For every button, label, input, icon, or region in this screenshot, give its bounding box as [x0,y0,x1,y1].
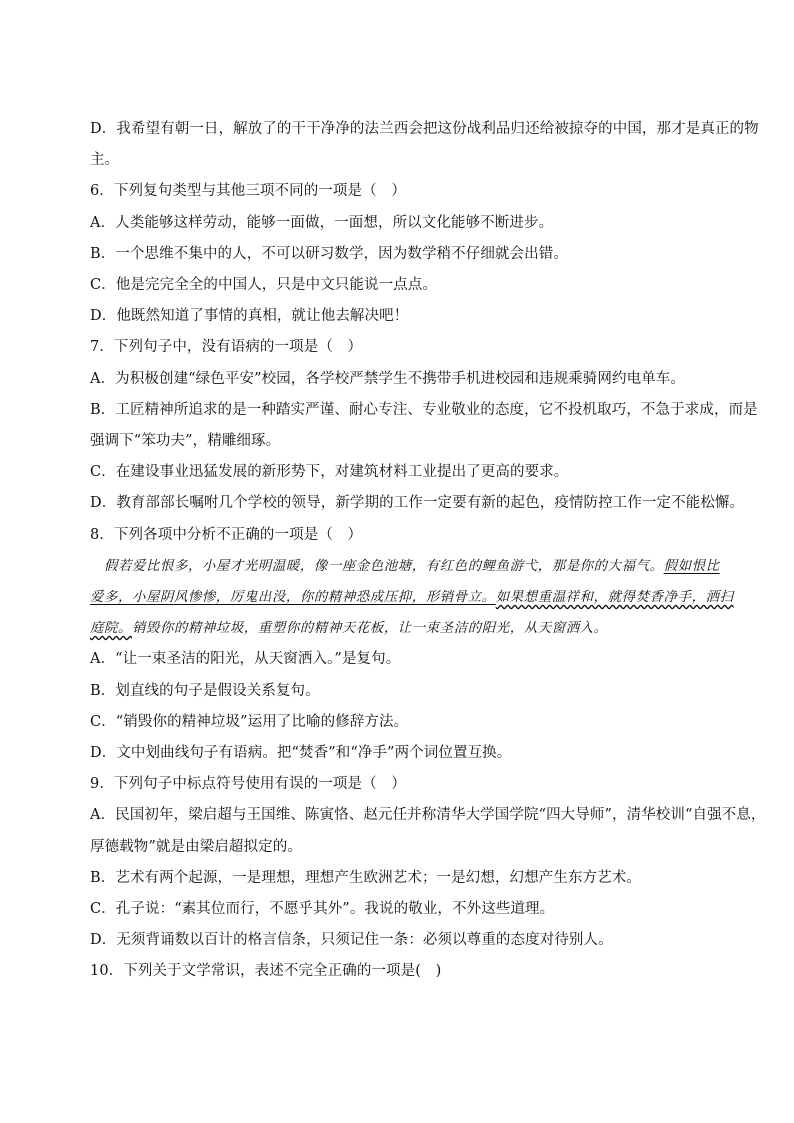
question-6-stem: 6．下列复句类型与其他三项不同的一项是（ ） [90,183,406,200]
q7-option-b-line2: 强调下“笨功夫”，精雕细琢。 [90,433,281,450]
q6-option-b: B．一个思维不集中的人，不可以研习数学，因为数学稍不仔细就会出错。 [90,245,568,262]
question-7-stem: 7．下列句子中，没有语病的一项是（ ） [90,339,363,356]
passage-plain-text-end: 销毁你的精神垃圾，重塑你的精神天花板，让一束圣洁的阳光，从天窗洒入。 [131,621,608,637]
exam-page [90,114,766,988]
q6-option-d: D．他既然知道了事情的真相，就让他去解决吧！ [90,308,409,325]
q9-option-a-line2: 厚德载物”就是由梁启超拟定的。 [90,838,302,855]
wavy-underlined-sentence-part2: 庭院。 [90,621,132,637]
q7-option-d: D．教育部部长嘱咐几个学校的领导，新学期的工作一定要有新的起色，疫情防控工作一定不能松懈。 [90,495,745,512]
q8-option-c: C．“销毁你的精神垃圾”运用了比喻的修辞方法。 [90,713,409,730]
passage-line-1 [90,551,730,582]
question-9-stem: 9．下列句子中标点符号使用有误的一项是（ ） [90,776,406,793]
q9-option-d: D．无须背诵数以百计的格言信条，只须记住一条：必须以尊重的态度对待别人。 [90,932,613,949]
q8-option-d: D．文中划曲线句子有语病。把“焚香”和“净手”两个词位置互换。 [90,745,512,762]
passage-line-2 [90,582,734,613]
q8-option-b: B．划直线的句子是假设关系复句。 [90,682,320,699]
q6-option-a: A．人类能够这样劳动，能够一面做，一面想，所以文化能够不断进步。 [90,214,554,231]
q5-option-d-line2: 主。 [90,152,120,169]
q8-passage [90,551,734,645]
q5-option-d-line1: D．我希望有朝一日，解放了的干干净净的法兰西会把这份战利品归还给被掠夺的中国，那才是真正的物 [90,121,759,137]
q7-option-a: A．为积极创建“绿色平安”校园，各学校严禁学生不携带手机进校园和违规乘骑网约电单车。 [90,370,685,387]
passage-plain-text: 假若爱比恨多，小屋才光明温暖，像一座金色池塘，有红色的鲤鱼游弋，那是你的大福气。 [104,558,664,574]
question-8-stem: 8．下列各项中分析不正确的一项是（ ） [90,526,363,543]
q8-option-a: A．“让一束圣洁的阳光，从天窗洒入。”是复句。 [90,651,401,668]
straight-underlined-sentence-part2: 爱多，小屋阴风惨惨，厉鬼出没，你的精神恐成压抑，形销骨立。 [90,590,496,606]
straight-underlined-sentence-part1: 假如恨比 [663,558,720,574]
passage-line-3 [90,613,730,644]
q9-option-c: C．孔子说：“素其位而行，不愿乎其外”。我说的敬业，不外这些道理。 [90,901,555,918]
q9-option-a-line1: A．民国初年，梁启超与王国维、陈寅恪、赵元任并称清华大学国学院“四大导师”，清华校训“自强不息， [90,807,766,824]
q9-option-b: B．艺术有两个起源，一是理想，理想产生欧洲艺术；一是幻想，幻想产生东方艺术。 [90,869,641,886]
q7-option-b-line1: B．工匠精神所追求的是一种踏实严谨、耐心专注、专业敬业的态度，它不投机取巧，不急于求成，而是 [90,401,758,418]
wavy-underlined-sentence-part1: 如果想重温祥和，就得焚香净手，洒扫 [495,590,734,606]
question-10-stem: 10．下列关于文学常识，表述不完全正确的一项是( ) [90,963,442,980]
q7-option-c: C．在建设事业迅猛发展的新形势下，对建筑材料工业提出了更高的要求。 [90,464,569,481]
q6-option-c: C．他是完完全全的中国人，只是中文只能说一点点。 [90,277,437,294]
